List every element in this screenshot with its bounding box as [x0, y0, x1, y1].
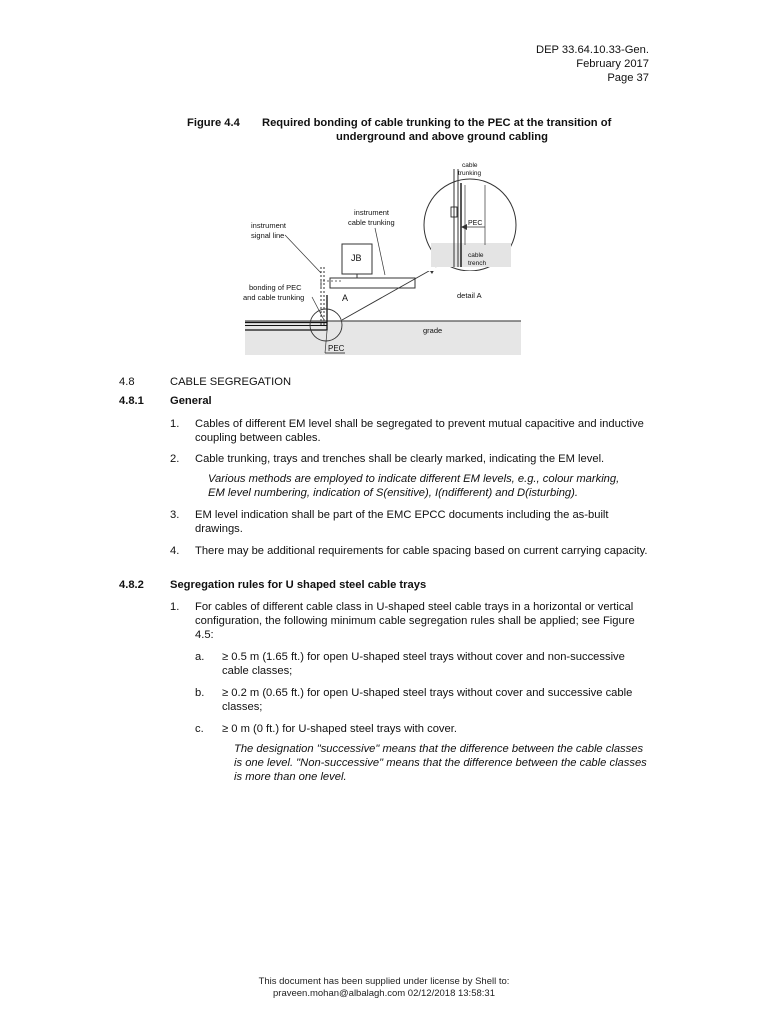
ground-fill	[245, 321, 521, 355]
sub-item-text: ≥ 0.2 m (0.65 ft.) for open U-shaped steel trays without cover and successive cable classes;	[222, 687, 633, 713]
figure-title	[262, 116, 642, 144]
doc-date: February 2017	[576, 58, 649, 70]
section-4-8-1-title: General	[170, 395, 212, 407]
list-item-num: 4.	[170, 545, 180, 557]
license-footer	[0, 976, 768, 1000]
list-item-num: 1.	[170, 418, 180, 430]
section-4-8-number: 4.8	[119, 376, 135, 388]
a-label: A	[342, 293, 349, 303]
section-4-8-2-number: 4.8.2	[119, 579, 144, 591]
footer-line1: This document has been supplied under license by Shell to:	[258, 976, 510, 987]
signal-line-label-2: signal line	[251, 231, 285, 240]
list-item-text: Cables of different EM level shall be segregated to prevent mutual capacitive and inductive coupling between cables.	[195, 418, 644, 444]
signal-line-label-1: instrument	[251, 221, 287, 230]
grade-label: grade	[423, 326, 443, 335]
sub-item-text: ≥ 0.5 m (1.65 ft.) for open U-shaped steel trays without cover and non-successive cable classes;	[222, 651, 625, 677]
sub-item-num: b.	[195, 687, 205, 699]
sub-item-text: ≥ 0 m (0 ft.) for U-shaped steel trays with cover.	[222, 723, 457, 735]
instrument-label-1: instrument	[354, 208, 390, 217]
bonding-label-1: bonding of PEC	[249, 283, 302, 292]
jb-label: JB	[351, 253, 362, 263]
note-successive: The designation "successive" means that the difference between the cable classes is one level. "Non-successive" means that the difference between the cable classes is more than one level.	[234, 743, 647, 783]
sub-item-num: a.	[195, 651, 205, 663]
instrument-cable-trunking-label: cable trunking	[348, 218, 395, 227]
figure-title-line2: underground and above ground cabling	[336, 131, 548, 143]
footer-line2: praveen.mohan@albalagh.com 02/12/2018 13:58:31	[273, 988, 495, 999]
section-4-8-1-number: 4.8.1	[119, 395, 144, 407]
cable-trunking-label-2: trunking	[458, 170, 482, 177]
list-item-text: EM level indication shall be part of the EMC EPCC documents including the as-built drawings.	[195, 509, 609, 535]
page-number: Page 37	[607, 72, 649, 84]
pec-label: PEC	[328, 344, 345, 353]
detail-arrow	[342, 267, 436, 320]
page-header	[536, 43, 649, 85]
list-item-text: There may be additional requirements for cable spacing based on current carrying capacity.	[195, 545, 648, 557]
figure-title-line1: Required bonding of cable trunking to the PEC at the transition of	[262, 117, 612, 129]
list-item-num: 3.	[170, 509, 180, 521]
bonding-label-2: and cable trunking	[243, 293, 305, 302]
detail-a-label: detail A	[457, 291, 482, 300]
figure-diagram	[235, 155, 535, 360]
cable-trench-label-2: trench	[468, 260, 487, 267]
cable-trunking-label-1: cable	[462, 162, 478, 169]
list-item-num: 2.	[170, 453, 180, 465]
cable-trench-label-1: cable	[468, 252, 484, 259]
figure-number: Figure 4.4	[187, 117, 240, 129]
list-item-text: For cables of different cable class in U-shaped steel cable trays in a horizontal or vertical configuration, the following minimum cable segregation rules shall be applied; see Figure 4.5:	[195, 601, 635, 641]
detail-pec-label: PEC	[468, 220, 483, 227]
doc-id: DEP 33.64.10.33-Gen.	[536, 44, 649, 56]
section-4-8-2-title: Segregation rules for U shaped steel cable trays	[170, 579, 427, 591]
sub-item-num: c.	[195, 723, 204, 735]
list-item-num: 1.	[170, 601, 180, 613]
note-em-methods: Various methods are employed to indicate different EM levels, e.g., colour marking, EM level numbering, indication of S(ensitive), I(ndifferent) and D(isturbing).	[208, 473, 620, 499]
list-item-text: Cable trunking, trays and trenches shall be clearly marked, indicating the EM level.	[195, 453, 605, 465]
section-4-8-title: CABLE SEGREGATION	[170, 376, 292, 388]
